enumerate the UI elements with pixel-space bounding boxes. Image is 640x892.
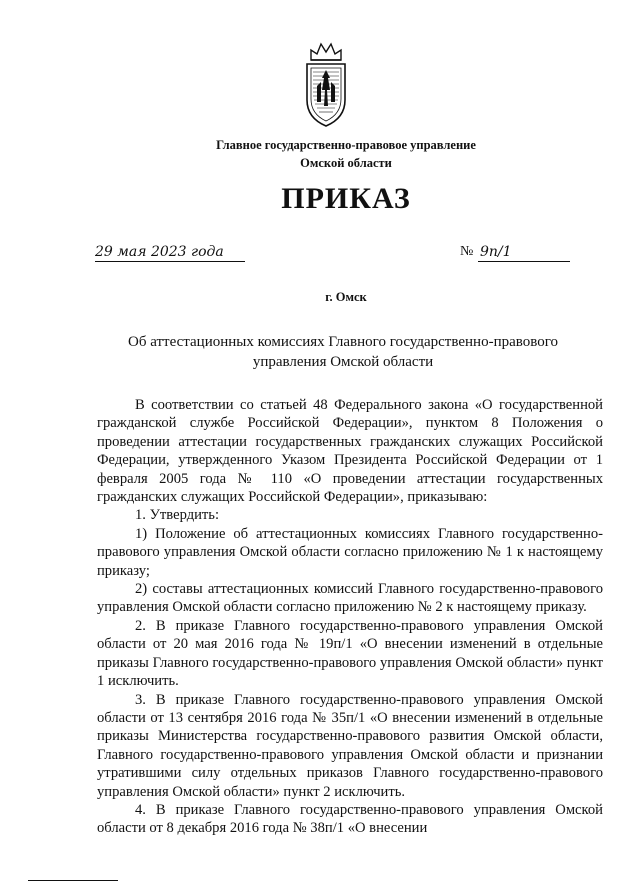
organization-name-line1: Главное государственно-правовое управление [216,138,476,152]
body-paragraph-item-4: 4. В приказе Главного государственно-правового управления Омской области от 8 декабря 2016 года № 38п/1 «О внесении [97,801,603,837]
body-paragraph-item-1: 1. Утвердить: [135,507,220,524]
order-number-label: № [460,244,474,259]
document-type-title: ПРИКАЗ [281,182,411,215]
order-body [97,396,603,838]
body-paragraph-preamble: В соответствии со статьей 48 Федерального закона «О государственной гражданской службе Российской Федерации», пунктом 8 Положения о проведении аттестации государственных гражданских служащих Российской Федерации, утвержденного Указом Президента Российской Федерации от 1 февраля 2005 года № 110 «О проведении аттестации государственных гражданских служащих Российской Федерации», приказываю: [97,397,603,506]
body-paragraph-item-2: 2. В приказе Главного государственно-правового управления Омской области от 20 мая 2016 года № 19п/1 «О внесении изменений в отдельные приказы Главного государственно-правового управления Омской области» пункт 1 исключить. [97,617,603,690]
order-subject: Об аттестационных комиссиях Главного государственно-правового управления Омской области [128,334,558,370]
body-paragraph-item-1-1: 1) Положение об аттестационных комиссиях Главного государственно-правового управления Омской области согласно приложению № 1 к настоящему приказу; [97,525,603,579]
body-paragraph-item-1-2: 2) составы аттестационных комиссий Главного государственно-правового управления Омской области согласно приложению № 2 к настоящему приказу. [97,581,603,616]
coat-of-arms-emblem [303,36,349,128]
order-city: г. Омск [325,290,367,304]
order-date: 29 мая 2023 года [95,243,245,262]
order-number: 9п/1 [478,243,570,262]
body-paragraph-item-3: 3. В приказе Главного государственно-правового управления Омской области от 13 сентября 2016 года № 35п/1 «О внесении изменений в отдельные приказы Министерства государственно-правового развития Омской области, Главного государственно-правового управления Омской области и признании утратившими силу отдельных приказов Главного государственно-правового управления Омской области» пункт 2 исключить. [97,691,603,800]
footnote-rule [28,880,118,881]
organization-name-line2: Омской области [300,156,392,170]
